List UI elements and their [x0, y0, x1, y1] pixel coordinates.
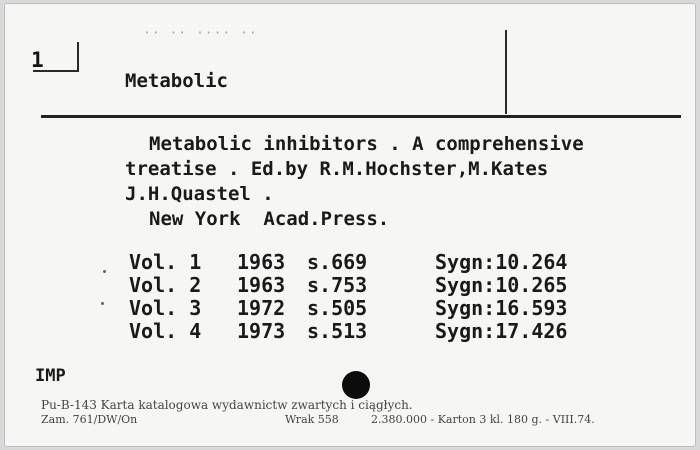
footer-form-title: Pu-B-143 Karta katalogowa wydawnictw zwartych i ciągłych. — [41, 398, 413, 412]
volume-number: Vol. 2 — [129, 273, 202, 297]
description — [125, 132, 584, 232]
volume-signature: Sygn:17.426 — [435, 319, 568, 343]
footer-wrak: Wrak 558 — [285, 413, 339, 426]
footer-order: Zam. 761/DW/On — [41, 413, 138, 426]
volume-signature: Sygn:10.265 — [435, 273, 568, 297]
volume-number: Vol. 1 — [129, 250, 202, 274]
subject-heading: Metabolic — [125, 70, 228, 92]
description-line: treatise . Ed.by R.M.Hochster,M.Kates — [125, 158, 549, 180]
footer-print-run: 2.380.000 - Karton 3 kl. 180 g. - VIII.74. — [371, 413, 595, 426]
volume-pages: s.513 — [307, 319, 368, 343]
volume-signature: Sygn:16.593 — [435, 296, 568, 320]
ink-dot — [103, 270, 106, 273]
volume-year: 1963 — [237, 273, 286, 297]
description-line: Metabolic inhibitors . A comprehensive — [149, 133, 584, 155]
catalog-card — [4, 3, 696, 447]
volume-year: 1973 — [237, 319, 286, 343]
imp-mark: IMP — [35, 366, 66, 386]
volume-year: 1972 — [237, 296, 286, 320]
volume-pages: s.753 — [307, 273, 368, 297]
punch-hole — [342, 371, 370, 399]
horizontal-rule — [41, 115, 681, 118]
volume-number: Vol. 3 — [129, 296, 202, 320]
publisher: New York Acad.Press. — [149, 208, 390, 230]
volume-pages: s.505 — [307, 296, 368, 320]
ink-dot — [101, 302, 104, 305]
volume-number: Vol. 4 — [129, 319, 202, 343]
volume-year: 1963 — [237, 250, 286, 274]
faded-stamp: ·· ·· ···· ·· — [143, 26, 258, 41]
card-number: 1 — [31, 48, 44, 72]
vertical-rule — [505, 30, 507, 114]
volume-pages: s.669 — [307, 250, 368, 274]
volume-signature: Sygn:10.264 — [435, 250, 568, 274]
description-line: J.H.Quastel . — [125, 183, 274, 205]
